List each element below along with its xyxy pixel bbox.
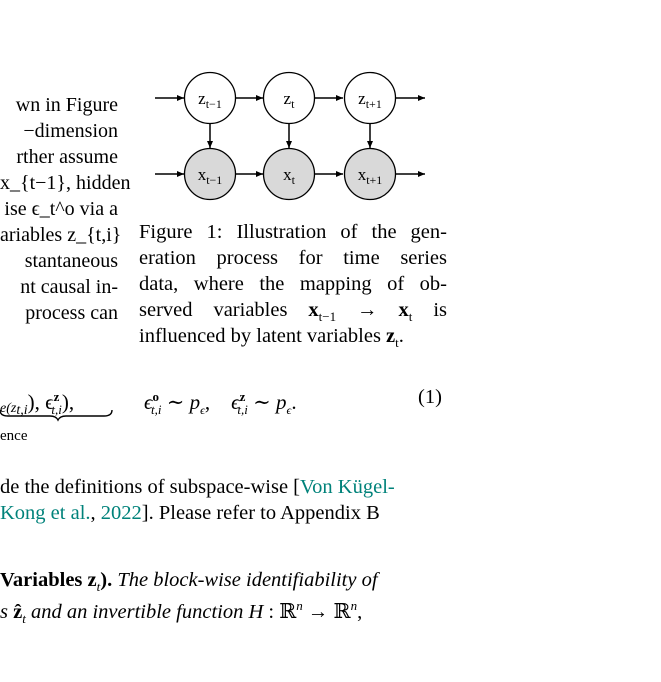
svg-text:zt−1: $z_{t-1}$ — [198, 89, 222, 111]
left-line-1: wn in Figure — [15, 94, 118, 116]
svg-text:zt: $z_t$ — [283, 89, 295, 111]
left-line-8: nt causal in- — [20, 276, 118, 298]
svg-text:xt+1: $x_{t+1}$ — [357, 165, 383, 187]
left-line-6: ariables z_{t,i} — [0, 224, 122, 246]
left-line-7: stantaneous — [24, 250, 118, 272]
caption-line-3: data, where the mapping of ob- — [139, 273, 447, 295]
citation-kong[interactable]: Kong et al. — [0, 502, 91, 524]
theorem-line-2: s ẑ$_t$ and an invertible function H : ℝ$^n$ → ℝ$^n$, — [0, 598, 363, 626]
svg-text:xt−1: $x_{t-1}$ — [197, 165, 223, 187]
equation-number: (1) — [418, 386, 442, 408]
node-z-next — [345, 73, 396, 124]
caption-line-2: eration process for time series — [139, 247, 447, 269]
left-line-4: x_{t−1}, hidden — [0, 172, 131, 194]
left-line-2: −dimension — [23, 120, 118, 142]
generation-diagram — [0, 0, 661, 215]
svg-text:xt: $x_t$ — [283, 165, 295, 187]
left-line-3: rther assume — [16, 146, 118, 168]
underbrace-label: ence — [0, 428, 28, 444]
underbrace — [0, 408, 120, 422]
svg-text:zt+1: $z_{t+1}$ — [358, 89, 382, 111]
citation-von-kugelgen[interactable]: Von Kügel- — [300, 476, 395, 498]
figure-caption — [139, 219, 447, 349]
theorem-line-1: Variables $z_t$). The block-wise identifiability of — [0, 569, 378, 595]
node-x-prev — [185, 149, 236, 200]
equation-fragment: $e(z_{t,i})$, $\epsilon^z_{t,i}$), — [0, 389, 75, 419]
node-z-prev — [185, 73, 236, 124]
node-z-cur — [264, 73, 315, 124]
node-x-cur — [264, 149, 315, 200]
paragraph-line-2: Kong et al., 2022]. Please refer to Appendix B — [0, 502, 380, 524]
caption-line-4: served variables $x_{t-1} \to x_t$ is — [139, 299, 448, 325]
left-line-9: process can — [25, 302, 118, 324]
left-line-5: ise ϵ_t^o via a — [4, 198, 118, 220]
citation-year[interactable]: 2022 — [100, 502, 142, 524]
noise-definitions: $\epsilon^o_{t,i}$ ∼ $p_\epsilon$, $\epsilon^z_{t,i}$ ∼ $p_\epsilon$. — [144, 389, 297, 418]
caption-line-5: influenced by latent variables $z_t$. — [139, 325, 404, 351]
node-x-next — [345, 149, 396, 200]
paragraph-line-1: de the definitions of subspace-wise [Von Kügel- — [0, 476, 395, 498]
caption-line-1: Figure 1: Illustration of the gen- — [139, 221, 447, 243]
